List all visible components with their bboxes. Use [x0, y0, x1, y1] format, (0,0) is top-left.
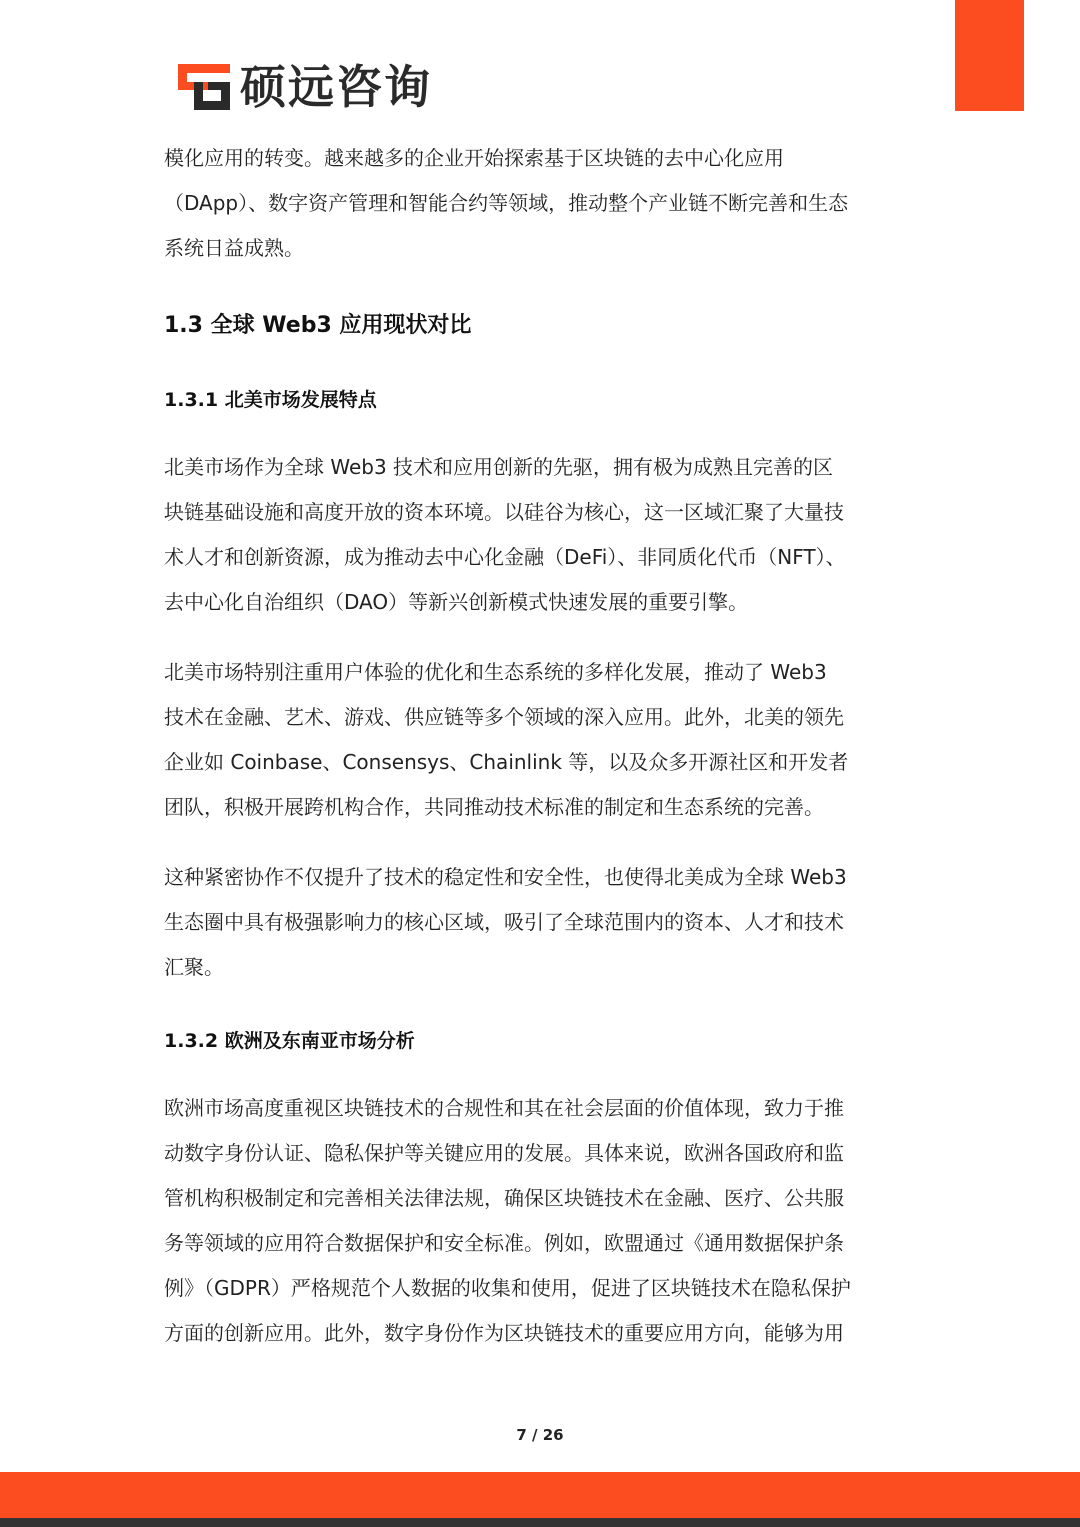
footer-dark-strip	[0, 1518, 1080, 1527]
text-line: 这种紧密协作不仅提升了技术的稳定性和安全性，也使得北美成为全球 Web3	[164, 865, 847, 889]
text-line: 北美市场作为全球 Web3 技术和应用创新的先驱，拥有极为成熟且完善的区	[164, 455, 834, 479]
text-line: 方面的创新应用。此外，数字身份作为区块链技术的重要应用方向，能够为用	[164, 1321, 844, 1345]
brand-logo	[178, 60, 432, 114]
north-america-paragraph-3	[164, 855, 924, 990]
text-line: 务等领域的应用符合数据保护和安全标准。例如，欧盟通过《通用数据保护条	[164, 1231, 844, 1255]
text-line: 去中心化自治组织（DAO）等新兴创新模式快速发展的重要引擎。	[164, 590, 749, 614]
text-line: 汇聚。	[164, 955, 224, 979]
text-line: 技术在金融、艺术、游戏、供应链等多个领域的深入应用。此外，北美的领先	[164, 705, 844, 729]
text-line: 术人才和创新资源，成为推动去中心化金融（DeFi）、非同质化代币（NFT）、	[164, 545, 846, 569]
text-line: 管机构积极制定和完善相关法律法规，确保区块链技术在金融、医疗、公共服	[164, 1186, 844, 1210]
brand-name: 硕远咨询	[240, 60, 432, 114]
intro-paragraph	[164, 136, 924, 271]
text-line: 模化应用的转变。越来越多的企业开始探索基于区块链的去中心化应用	[164, 146, 784, 170]
text-line: 例》（GDPR）严格规范个人数据的收集和使用，促进了区块链技术在隐私保护	[164, 1276, 851, 1300]
text-line: 欧洲市场高度重视区块链技术的合规性和其在社会层面的价值体现，致力于推	[164, 1096, 844, 1120]
north-america-paragraph-1	[164, 445, 924, 625]
text-line: 团队，积极开展跨机构合作，共同推动技术标准的制定和生态系统的完善。	[164, 795, 824, 819]
page-number: 7 / 26	[516, 1426, 564, 1444]
section-heading: 1.3 全球 Web3 应用现状对比	[164, 313, 472, 338]
europe-paragraph-1	[164, 1086, 924, 1356]
text-line: 生态圈中具有极强影响力的核心区域，吸引了全球范围内的资本、人才和技术	[164, 910, 844, 934]
text-line: 企业如 Coinbase、Consensys、Chainlink 等，以及众多开源社区和开发者	[164, 750, 849, 774]
text-line: 系统日益成熟。	[164, 236, 304, 260]
text-line: （DApp）、数字资产管理和智能合约等领域，推动整个产业链不断完善和生态	[164, 191, 849, 215]
corner-accent-tab	[955, 0, 1024, 111]
subsection-heading-europe-sea: 1.3.2 欧洲及东南亚市场分析	[164, 1030, 415, 1052]
text-line: 块链基础设施和高度开放的资本环境。以硅谷为核心，这一区域汇聚了大量技	[164, 500, 844, 524]
footer-accent-bar	[0, 1472, 1080, 1518]
text-line: 北美市场特别注重用户体验的优化和生态系统的多样化发展，推动了 Web3	[164, 660, 827, 684]
subsection-heading-north-america: 1.3.1 北美市场发展特点	[164, 389, 377, 411]
logo-mark-icon	[178, 64, 230, 110]
north-america-paragraph-2	[164, 650, 924, 830]
text-line: 动数字身份认证、隐私保护等关键应用的发展。具体来说，欧洲各国政府和监	[164, 1141, 844, 1165]
